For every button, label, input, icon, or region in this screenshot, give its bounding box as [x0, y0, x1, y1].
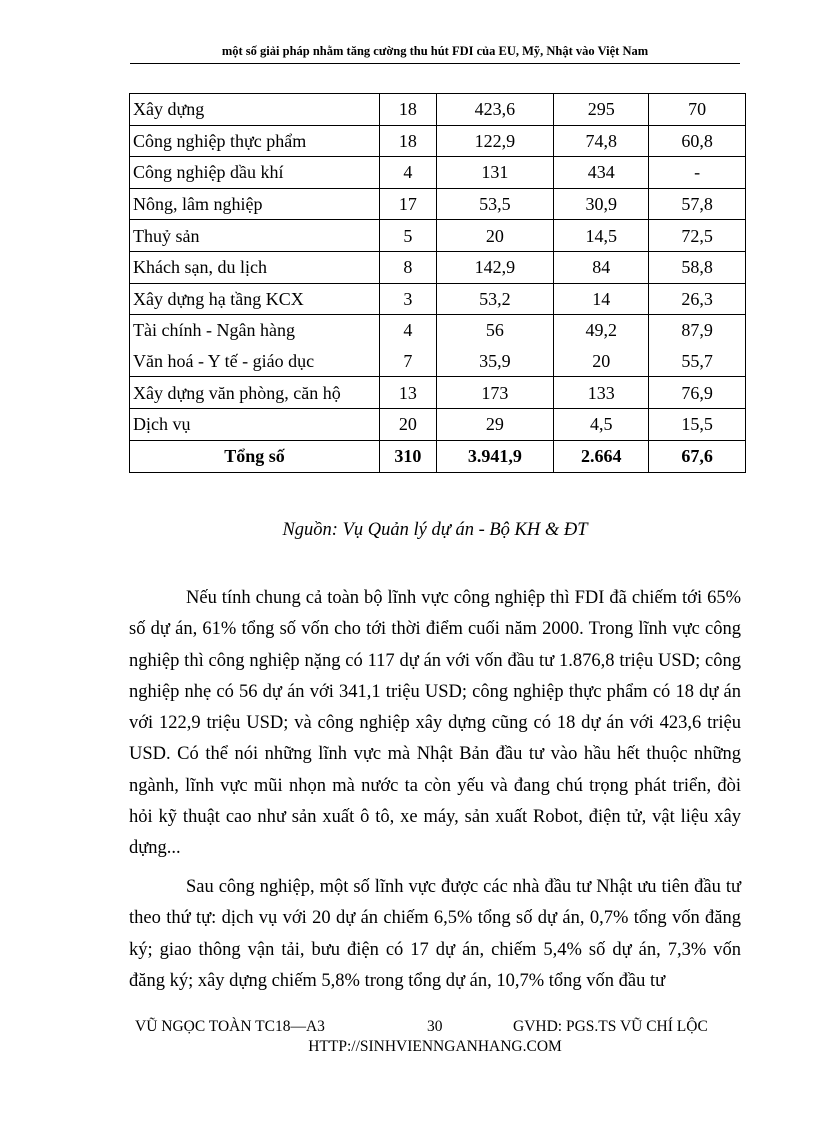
table-cell: 3 [380, 283, 436, 315]
table-cell: 13 [380, 377, 436, 409]
table-cell: 142,9 [436, 251, 554, 283]
table-cell-sector: Nông, lâm nghiệp [130, 188, 380, 220]
table-cell: 87,9 [649, 315, 746, 346]
table-cell-sector: Xây dựng [130, 94, 380, 126]
footer-author: VŨ NGỌC TOÀN TC18—A3 [135, 1018, 325, 1035]
table-source-note: Nguồn: Vụ Quản lý dự án - Bộ KH & ĐT [282, 520, 588, 540]
table-cell: - [649, 157, 746, 189]
table-cell: 7 [380, 346, 436, 377]
table-cell: 76,9 [649, 377, 746, 409]
table-cell: 70 [649, 94, 746, 126]
table-total-row [130, 440, 746, 472]
table-row [130, 315, 746, 346]
table-cell: 4,5 [554, 408, 649, 440]
table-cell: 310 [380, 440, 436, 472]
table-cell: 56 [436, 315, 554, 346]
table-cell: 58,8 [649, 251, 746, 283]
table-cell-sector: Dịch vụ [130, 408, 380, 440]
table-row [130, 220, 746, 252]
table-row [130, 408, 746, 440]
fdi-sector-table [129, 93, 746, 473]
table-cell: 15,5 [649, 408, 746, 440]
table-row [130, 188, 746, 220]
table-cell: 26,3 [649, 283, 746, 315]
table-cell: 57,8 [649, 188, 746, 220]
body-paragraph: Sau công nghiệp, một số lĩnh vực được các nhà đầu tư Nhật ưu tiên đầu tư theo thứ tự: dịch vụ với 20 dự án chiếm 6,5% tổng số dự án, 0,7% tổng vốn đăng ký; giao thông vận tải, bưu điện có 17 dự án, chiếm 5,4% số dự án, 7,3% vốn đăng ký; xây dựng chiếm 5,8% trong tổng dự án, 10,7% tổng vốn đầu tư [129, 877, 741, 991]
table-row [130, 251, 746, 283]
table-cell: 53,2 [436, 283, 554, 315]
table-cell: 133 [554, 377, 649, 409]
table-cell: 14 [554, 283, 649, 315]
table-cell-sector: Công nghiệp thực phẩm [130, 125, 380, 157]
table-cell-sector: Xây dựng văn phòng, căn hộ [130, 377, 380, 409]
table-cell: 17 [380, 188, 436, 220]
table-cell: 14,5 [554, 220, 649, 252]
table-cell: 30,9 [554, 188, 649, 220]
footer-advisor: GVHD: PGS.TS VŨ CHÍ LỘC [513, 1018, 708, 1035]
table-cell: 74,8 [554, 125, 649, 157]
table-cell: 29 [436, 408, 554, 440]
table-cell: 18 [380, 94, 436, 126]
body-paragraph: Nếu tính chung cả toàn bộ lĩnh vực công nghiệp thì FDI đã chiếm tới 65% số dự án, 61% tổng số vốn cho tới thời điểm cuối năm 2000. Trong lĩnh vực công nghiệp thì công nghiệp nặng có 117 dự án với vốn đầu tư 1.876,8 triệu USD; công nghiệp nhẹ có 56 dự án với 341,1 triệu USD; công nghiệp thực phẩm có 18 dự án với 122,9 triệu USD; và công nghiệp xây dựng cũng có 18 dự án với 423,6 triệu USD. Có thể nói những lĩnh vực mà Nhật Bản đầu tư vào hầu hết thuộc những ngành, lĩnh vực mũi nhọn mà nước ta còn yếu và đang chú trọng phát triển, đòi hỏi kỹ thuật cao như sản xuất ô tô, xe máy, sản xuất Robot, điện tử, vật liệu xây dựng... [129, 588, 741, 859]
table-cell: 131 [436, 157, 554, 189]
table-row [130, 283, 746, 315]
table-row [130, 377, 746, 409]
table-cell: 122,9 [436, 125, 554, 157]
table-cell: 55,7 [649, 346, 746, 377]
table-cell-sector: Thuỷ sản [130, 220, 380, 252]
table-row [130, 157, 746, 189]
table-cell-sector: Khách sạn, du lịch [130, 251, 380, 283]
table-cell: 49,2 [554, 315, 649, 346]
table-cell: 35,9 [436, 346, 554, 377]
table-cell: 20 [436, 220, 554, 252]
table-cell: 67,6 [649, 440, 746, 472]
table-row [130, 346, 746, 377]
table-row [130, 125, 746, 157]
table-cell-total-label: Tổng số [130, 440, 380, 472]
table-cell: 53,5 [436, 188, 554, 220]
table-cell: 434 [554, 157, 649, 189]
table-cell: 423,6 [436, 94, 554, 126]
table-cell: 20 [380, 408, 436, 440]
header-divider [130, 63, 740, 64]
table-cell-sector: Văn hoá - Y tế - giáo dục [130, 346, 380, 377]
table-cell-sector: Công nghiệp dầu khí [130, 157, 380, 189]
table-cell: 295 [554, 94, 649, 126]
page-header-title: một số giải pháp nhằm tăng cường thu hút FDI của EU, Mỹ, Nhật vào Việt Nam [221, 44, 649, 58]
table-cell: 8 [380, 251, 436, 283]
table-cell: 3.941,9 [436, 440, 554, 472]
table-cell-sector: Xây dựng hạ tầng KCX [130, 283, 380, 315]
table-cell: 2.664 [554, 440, 649, 472]
table-cell: 84 [554, 251, 649, 283]
table-row [130, 94, 746, 126]
table-cell: 72,5 [649, 220, 746, 252]
table-cell: 5 [380, 220, 436, 252]
table-cell: 173 [436, 377, 554, 409]
table-cell: 60,8 [649, 125, 746, 157]
page-number: 30 [427, 1018, 443, 1035]
table-cell: 4 [380, 157, 436, 189]
table-cell: 20 [554, 346, 649, 377]
table-cell: 4 [380, 315, 436, 346]
table-cell-sector: Tài chính - Ngân hàng [130, 315, 380, 346]
footer-url: HTTP://SINHVIENNGANHANG.COM [308, 1038, 562, 1055]
table-cell: 18 [380, 125, 436, 157]
